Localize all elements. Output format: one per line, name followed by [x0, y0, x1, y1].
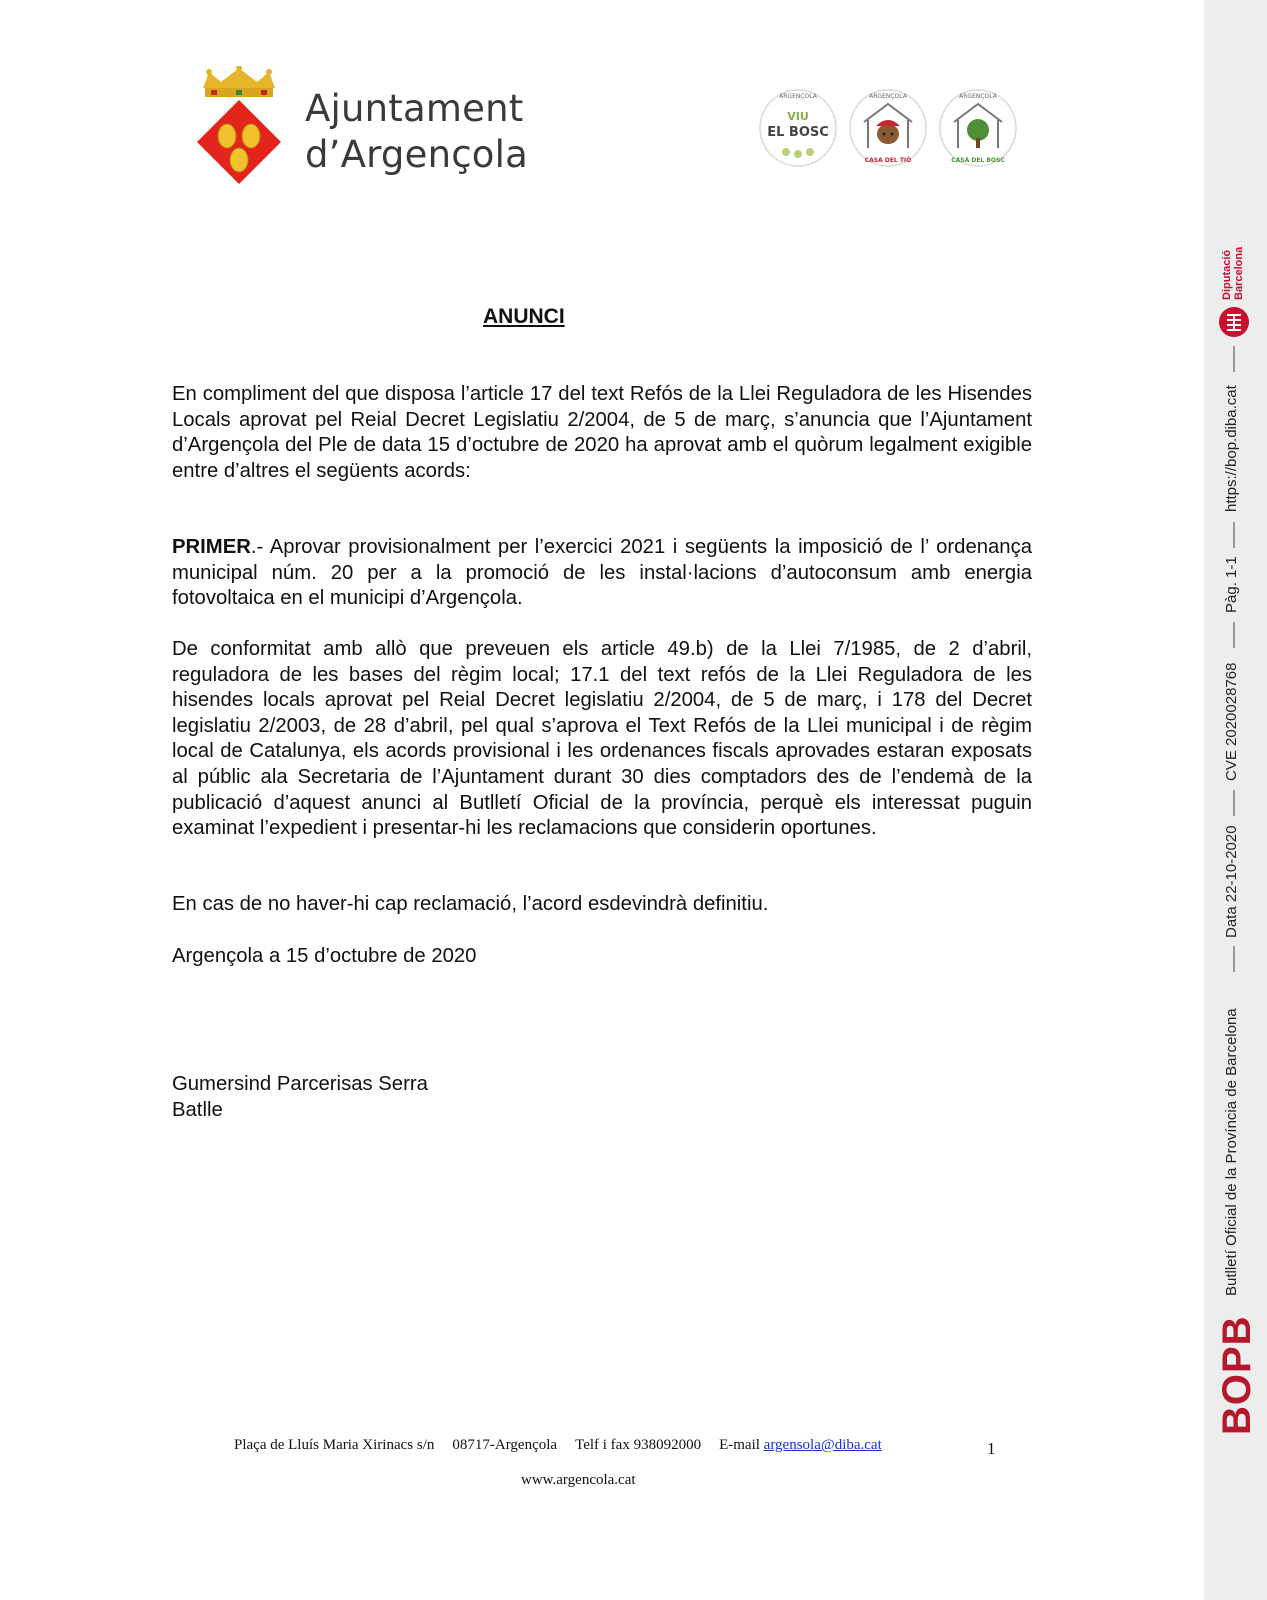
coat-of-arms-icon: [195, 66, 283, 186]
paragraph-conformitat: De conformitat amb allò que preveuen els article 49.b) de la Llei 7/1985, de 2 d’abril, reguladora de les bases del règim local; 17.1 del text refós de la Llei Reguladora de les hisendes locals aprovat pel Reial Decret legislatiu 2/2004, de 5 de març, i 178 del Decret legislatiu 2/2003, de 28 d’abril, pel qual s’aprova el Text Refós de la Llei municipal i de règim local de Catalunya, els acords provisional i les ordenances fiscals aprovades estaran exposats al públic ala Secretaria de l’Ajuntament durant 30 dies comptadors des de l’endemà de la publicació d’aquest anunci al Butlletí Oficial de la província, perquè els interessat puguin examinat l’expedient i presentar-hi les reclamacions que considerin oportunes.: [172, 638, 1032, 840]
footer-email-label: E-mail: [719, 1437, 760, 1453]
footer-contact: [234, 1437, 882, 1454]
publisher-line2: Barcelona: [1233, 246, 1245, 300]
bulletin-name: Butlletí Oficial de la Província de Barcelona: [1223, 1008, 1240, 1296]
publisher-label: [1221, 247, 1245, 300]
organization-name-line2: d’Argençola: [305, 133, 528, 176]
organization-name: [305, 86, 528, 178]
signer-name: Gumersind Parcerisas Serra: [172, 1073, 428, 1095]
footer-website: www.argencola.cat: [521, 1472, 636, 1488]
footer-email-link[interactable]: argensola@diba.cat: [763, 1437, 882, 1453]
paragraph-primer: [172, 535, 1032, 612]
bopb-logo: BOPB: [1215, 1315, 1259, 1435]
organization-name-line1: Ajuntament: [305, 87, 524, 130]
bulletin-url[interactable]: https://bop.diba.cat: [1223, 385, 1240, 512]
sidebar-divider: [1233, 622, 1235, 648]
svg-text:CASA DEL TIÓ: CASA DEL TIÓ: [864, 157, 912, 164]
page-number: 1: [987, 1439, 996, 1458]
sidebar-divider: [1233, 346, 1235, 372]
diputacio-logo-icon: [1219, 307, 1249, 337]
publisher-line1: Diputació: [1221, 249, 1233, 300]
paragraph-intro: En compliment del que disposa l’article 17 del text Refós de la Llei Reguladora de les Hisendes Locals aprovat pel Reial Decret Legislatiu 2/2004, de 5 de març, s’anuncia que l’Ajuntament d’Argençola del Ple de data 15 d’octubre de 2020 ha aprovat amb el quòrum legalment exigible entre d’altres el següents acords:: [172, 383, 1032, 482]
footer-phone: Telf i fax 938092000: [575, 1437, 702, 1453]
svg-text:CASA DEL BOSC: CASA DEL BOSC: [951, 157, 1005, 164]
casa-del-bosc-badge: [936, 82, 1020, 174]
footer-address: Plaça de Lluís Maria Xirinacs s/n: [234, 1437, 435, 1453]
sidebar-divider: [1233, 790, 1235, 816]
signature-block: [172, 1072, 428, 1123]
page-range: Pàg. 1-1: [1223, 556, 1240, 613]
paragraph-reclamacio: En cas de no haver-hi cap reclamació, l’acord esdevindrà definitiu.: [172, 893, 769, 915]
badge-top-text: ARGENÇOLA: [779, 93, 817, 100]
primer-text: .- Aprovar provisionalment per l’exercici 2021 i següents la imposició de l’ ordenança municipal núm. 20 per a la promoció de les instal·lacions d’autoconsum amb energia fotovoltaica en el municipi d’Argençola.: [172, 536, 1032, 610]
signer-role: Batlle: [172, 1098, 223, 1121]
footer-postal: 08717-Argençola: [452, 1437, 558, 1453]
badge-main-text-1: VIU: [787, 110, 809, 123]
place-date-line: Argençola a 15 d’octubre de 2020: [172, 945, 477, 967]
svg-text:ARGENÇOLA: ARGENÇOLA: [959, 93, 997, 100]
badge-main-text-2: EL BOSC: [767, 125, 829, 140]
primer-label: PRIMER: [172, 536, 251, 558]
svg-text:ARGENÇOLA: ARGENÇOLA: [869, 93, 907, 100]
publication-date: Data 22-10-2020: [1223, 825, 1240, 938]
sidebar-divider: [1233, 522, 1235, 548]
sidebar-divider: [1233, 946, 1235, 972]
program-badges: [756, 82, 1026, 174]
viu-el-bosc-badge: [756, 82, 840, 174]
announcement-title: ANUNCI: [483, 305, 565, 328]
cve-code: CVE 2020028768: [1223, 662, 1240, 781]
casa-del-tio-badge: [846, 82, 930, 174]
municipality-logo: [195, 66, 555, 186]
